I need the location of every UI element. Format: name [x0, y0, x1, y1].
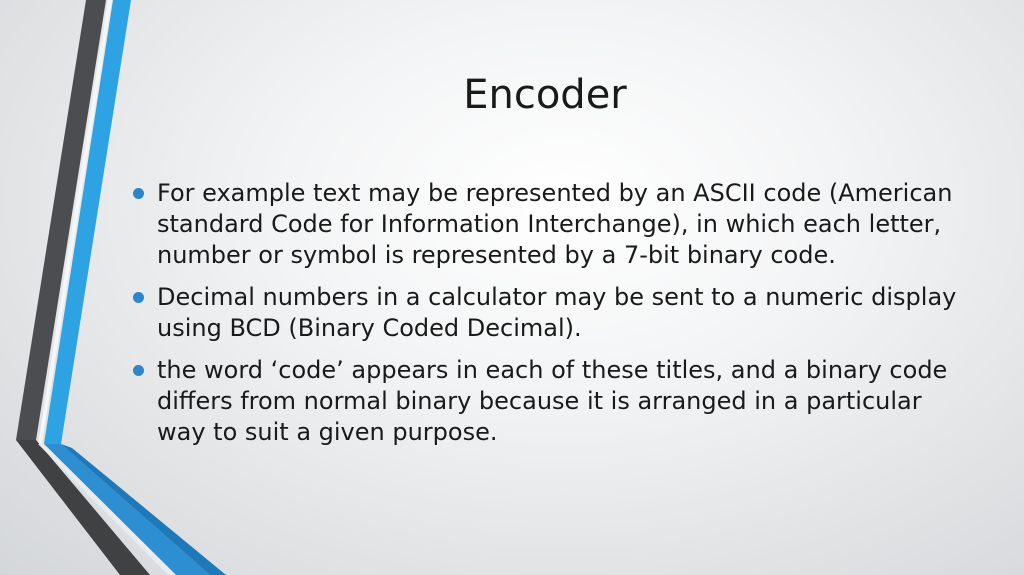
bullet-item: [132, 178, 972, 271]
bullet-text: the word ‘code’ appears in each of these titles, and a binary code differs from normal binary because it is arranged in a particular way to suit a given purpose.: [157, 356, 948, 446]
bullet-item: [132, 282, 972, 344]
white-line-shape: [38, 0, 112, 444]
slide-title: Encoder: [463, 72, 627, 118]
bullet-list: [132, 178, 972, 459]
bullet-text: For example text may be represented by an ASCII code (American standard Code for Information Interchange), in which each letter, number or symbol is represented by a 7-bit binary code.: [157, 179, 953, 269]
bullet-dot-icon: [133, 365, 144, 376]
bullet-item: [132, 355, 972, 448]
bullet-text: Decimal numbers in a calculator may be sent to a numeric display using BCD (Binary Coded Decimal).: [157, 283, 957, 342]
bullet-dot-icon: [133, 292, 144, 303]
bullet-dot-icon: [133, 188, 144, 199]
